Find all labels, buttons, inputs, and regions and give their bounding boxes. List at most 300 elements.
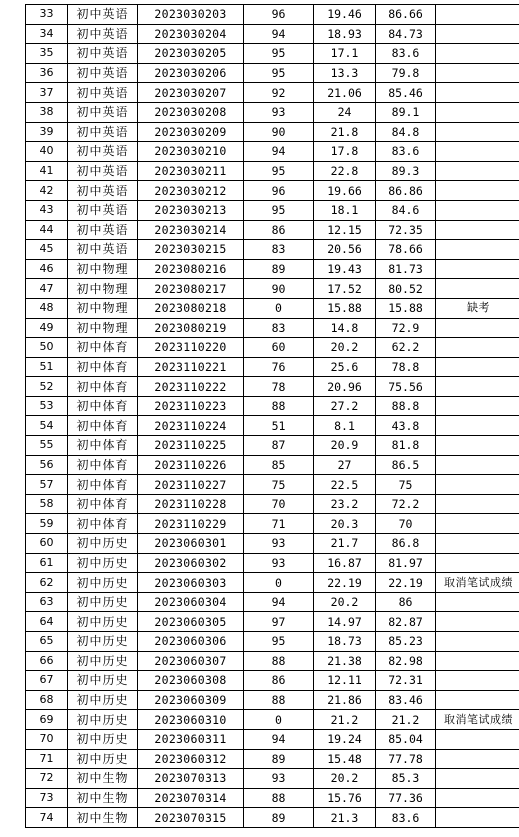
total-score-cell[interactable]: 86 — [376, 592, 436, 612]
row-number-cell[interactable]: 41 — [26, 161, 68, 181]
ticket-number-cell[interactable]: 2023110226 — [138, 455, 244, 475]
remark-cell[interactable] — [436, 612, 519, 632]
row-number-cell[interactable]: 54 — [26, 416, 68, 436]
remark-cell[interactable] — [436, 24, 519, 44]
second-score-cell[interactable]: 21.86 — [314, 690, 376, 710]
remark-cell[interactable] — [436, 592, 519, 612]
remark-cell[interactable] — [436, 416, 519, 436]
second-score-cell[interactable]: 21.38 — [314, 651, 376, 671]
subject-cell[interactable]: 初中英语 — [68, 5, 138, 25]
second-score-cell[interactable]: 16.87 — [314, 553, 376, 573]
total-score-cell[interactable]: 88.8 — [376, 396, 436, 416]
second-score-cell[interactable]: 21.8 — [314, 122, 376, 142]
second-score-cell[interactable]: 21.2 — [314, 710, 376, 730]
row-number-cell[interactable]: 46 — [26, 259, 68, 279]
row-number-cell[interactable]: 56 — [26, 455, 68, 475]
row-number-cell[interactable]: 68 — [26, 690, 68, 710]
remark-cell[interactable] — [436, 220, 519, 240]
row-number-cell[interactable]: 52 — [26, 377, 68, 397]
ticket-number-cell[interactable]: 2023070314 — [138, 788, 244, 808]
ticket-number-cell[interactable]: 2023110229 — [138, 514, 244, 534]
subject-cell[interactable]: 初中体育 — [68, 338, 138, 358]
subject-cell[interactable]: 初中历史 — [68, 612, 138, 632]
remark-cell[interactable] — [436, 279, 519, 299]
second-score-cell[interactable]: 21.3 — [314, 808, 376, 828]
remark-cell[interactable] — [436, 63, 519, 83]
row-number-cell[interactable]: 47 — [26, 279, 68, 299]
row-number-cell[interactable]: 35 — [26, 44, 68, 64]
ticket-number-cell[interactable]: 2023060305 — [138, 612, 244, 632]
total-score-cell[interactable]: 78.8 — [376, 357, 436, 377]
second-score-cell[interactable]: 25.6 — [314, 357, 376, 377]
ticket-number-cell[interactable]: 2023030209 — [138, 122, 244, 142]
remark-cell[interactable] — [436, 142, 519, 162]
subject-cell[interactable]: 初中英语 — [68, 142, 138, 162]
second-score-cell[interactable]: 22.8 — [314, 161, 376, 181]
remark-cell[interactable] — [436, 83, 519, 103]
ticket-number-cell[interactable]: 2023110221 — [138, 357, 244, 377]
ticket-number-cell[interactable]: 2023060302 — [138, 553, 244, 573]
remark-cell[interactable] — [436, 729, 519, 749]
ticket-number-cell[interactable]: 2023110228 — [138, 494, 244, 514]
subject-cell[interactable]: 初中体育 — [68, 436, 138, 456]
total-score-cell[interactable]: 15.88 — [376, 298, 436, 318]
remark-cell[interactable] — [436, 494, 519, 514]
remark-cell[interactable] — [436, 357, 519, 377]
total-score-cell[interactable]: 72.9 — [376, 318, 436, 338]
row-number-cell[interactable]: 71 — [26, 749, 68, 769]
remark-cell[interactable] — [436, 436, 519, 456]
written-score-cell[interactable]: 92 — [244, 83, 314, 103]
total-score-cell[interactable]: 21.2 — [376, 710, 436, 730]
subject-cell[interactable]: 初中英语 — [68, 44, 138, 64]
written-score-cell[interactable]: 88 — [244, 651, 314, 671]
ticket-number-cell[interactable]: 2023080217 — [138, 279, 244, 299]
written-score-cell[interactable]: 0 — [244, 298, 314, 318]
second-score-cell[interactable]: 20.9 — [314, 436, 376, 456]
subject-cell[interactable]: 初中历史 — [68, 573, 138, 593]
written-score-cell[interactable]: 87 — [244, 436, 314, 456]
written-score-cell[interactable]: 85 — [244, 455, 314, 475]
row-number-cell[interactable]: 36 — [26, 63, 68, 83]
remark-cell[interactable] — [436, 455, 519, 475]
ticket-number-cell[interactable]: 2023080218 — [138, 298, 244, 318]
second-score-cell[interactable]: 12.15 — [314, 220, 376, 240]
second-score-cell[interactable]: 18.1 — [314, 200, 376, 220]
total-score-cell[interactable]: 22.19 — [376, 573, 436, 593]
written-score-cell[interactable]: 90 — [244, 279, 314, 299]
row-number-cell[interactable]: 69 — [26, 710, 68, 730]
ticket-number-cell[interactable]: 2023070313 — [138, 769, 244, 789]
remark-cell[interactable] — [436, 808, 519, 828]
second-score-cell[interactable]: 20.56 — [314, 240, 376, 260]
second-score-cell[interactable]: 14.97 — [314, 612, 376, 632]
written-score-cell[interactable]: 88 — [244, 788, 314, 808]
written-score-cell[interactable]: 76 — [244, 357, 314, 377]
remark-cell[interactable] — [436, 651, 519, 671]
subject-cell[interactable]: 初中历史 — [68, 651, 138, 671]
second-score-cell[interactable]: 21.06 — [314, 83, 376, 103]
total-score-cell[interactable]: 89.1 — [376, 102, 436, 122]
second-score-cell[interactable]: 21.7 — [314, 534, 376, 554]
remark-cell[interactable] — [436, 338, 519, 358]
subject-cell[interactable]: 初中历史 — [68, 671, 138, 691]
written-score-cell[interactable]: 0 — [244, 573, 314, 593]
total-score-cell[interactable]: 81.73 — [376, 259, 436, 279]
ticket-number-cell[interactable]: 2023060307 — [138, 651, 244, 671]
second-score-cell[interactable]: 20.2 — [314, 769, 376, 789]
second-score-cell[interactable]: 15.76 — [314, 788, 376, 808]
written-score-cell[interactable]: 94 — [244, 592, 314, 612]
subject-cell[interactable]: 初中体育 — [68, 396, 138, 416]
written-score-cell[interactable]: 86 — [244, 671, 314, 691]
total-score-cell[interactable]: 62.2 — [376, 338, 436, 358]
subject-cell[interactable]: 初中生物 — [68, 788, 138, 808]
total-score-cell[interactable]: 83.6 — [376, 44, 436, 64]
total-score-cell[interactable]: 80.52 — [376, 279, 436, 299]
ticket-number-cell[interactable]: 2023060308 — [138, 671, 244, 691]
subject-cell[interactable]: 初中体育 — [68, 494, 138, 514]
written-score-cell[interactable]: 90 — [244, 122, 314, 142]
ticket-number-cell[interactable]: 2023030214 — [138, 220, 244, 240]
row-number-cell[interactable]: 38 — [26, 102, 68, 122]
ticket-number-cell[interactable]: 2023030211 — [138, 161, 244, 181]
ticket-number-cell[interactable]: 2023110225 — [138, 436, 244, 456]
total-score-cell[interactable]: 86.5 — [376, 455, 436, 475]
table-row — [26, 240, 519, 260]
table-row — [26, 632, 519, 652]
ticket-number-cell[interactable]: 2023110224 — [138, 416, 244, 436]
row-number-cell[interactable]: 45 — [26, 240, 68, 260]
row-number-cell[interactable]: 66 — [26, 651, 68, 671]
subject-cell[interactable]: 初中英语 — [68, 102, 138, 122]
ticket-number-cell[interactable]: 2023110227 — [138, 475, 244, 495]
written-score-cell[interactable]: 95 — [244, 632, 314, 652]
written-score-cell[interactable]: 78 — [244, 377, 314, 397]
second-score-cell[interactable]: 22.5 — [314, 475, 376, 495]
second-score-cell[interactable]: 12.11 — [314, 671, 376, 691]
table-row — [26, 24, 519, 44]
ticket-number-cell[interactable]: 2023030213 — [138, 200, 244, 220]
row-number-cell[interactable]: 50 — [26, 338, 68, 358]
subject-cell[interactable]: 初中历史 — [68, 749, 138, 769]
total-score-cell[interactable]: 70 — [376, 514, 436, 534]
remark-cell[interactable] — [436, 553, 519, 573]
total-score-cell[interactable]: 89.3 — [376, 161, 436, 181]
remark-cell[interactable] — [436, 690, 519, 710]
subject-cell[interactable]: 初中物理 — [68, 298, 138, 318]
written-score-cell[interactable]: 95 — [244, 161, 314, 181]
second-score-cell[interactable]: 19.46 — [314, 5, 376, 25]
written-score-cell[interactable]: 83 — [244, 240, 314, 260]
remark-cell[interactable] — [436, 788, 519, 808]
total-score-cell[interactable]: 83.6 — [376, 142, 436, 162]
subject-cell[interactable]: 初中历史 — [68, 710, 138, 730]
written-score-cell[interactable]: 60 — [244, 338, 314, 358]
subject-cell[interactable]: 初中历史 — [68, 729, 138, 749]
total-score-cell[interactable]: 79.8 — [376, 63, 436, 83]
second-score-cell[interactable]: 17.1 — [314, 44, 376, 64]
ticket-number-cell[interactable]: 2023030215 — [138, 240, 244, 260]
row-number-cell[interactable]: 74 — [26, 808, 68, 828]
written-score-cell[interactable]: 93 — [244, 534, 314, 554]
total-score-cell[interactable]: 72.35 — [376, 220, 436, 240]
second-score-cell[interactable]: 19.24 — [314, 729, 376, 749]
row-number-cell[interactable]: 48 — [26, 298, 68, 318]
ticket-number-cell[interactable]: 2023030205 — [138, 44, 244, 64]
row-number-cell[interactable]: 34 — [26, 24, 68, 44]
written-score-cell[interactable]: 95 — [244, 44, 314, 64]
remark-cell[interactable] — [436, 240, 519, 260]
written-score-cell[interactable]: 70 — [244, 494, 314, 514]
subject-cell[interactable]: 初中体育 — [68, 357, 138, 377]
remark-cell[interactable] — [436, 181, 519, 201]
subject-cell[interactable]: 初中英语 — [68, 200, 138, 220]
row-number-cell[interactable]: 58 — [26, 494, 68, 514]
second-score-cell[interactable]: 13.3 — [314, 63, 376, 83]
subject-cell[interactable]: 初中体育 — [68, 514, 138, 534]
written-score-cell[interactable]: 94 — [244, 729, 314, 749]
subject-cell[interactable]: 初中历史 — [68, 632, 138, 652]
total-score-cell[interactable]: 81.8 — [376, 436, 436, 456]
subject-cell[interactable]: 初中物理 — [68, 318, 138, 338]
remark-cell[interactable] — [436, 122, 519, 142]
total-score-cell[interactable]: 84.8 — [376, 122, 436, 142]
written-score-cell[interactable]: 93 — [244, 553, 314, 573]
remark-cell[interactable] — [436, 44, 519, 64]
written-score-cell[interactable]: 86 — [244, 220, 314, 240]
table-row — [26, 788, 519, 808]
row-number-cell[interactable]: 43 — [26, 200, 68, 220]
total-score-cell[interactable]: 81.97 — [376, 553, 436, 573]
total-score-cell[interactable]: 83.46 — [376, 690, 436, 710]
remark-cell[interactable] — [436, 671, 519, 691]
second-score-cell[interactable]: 22.19 — [314, 573, 376, 593]
written-score-cell[interactable]: 96 — [244, 5, 314, 25]
row-number-cell[interactable]: 33 — [26, 5, 68, 25]
row-number-cell[interactable]: 53 — [26, 396, 68, 416]
second-score-cell[interactable]: 19.43 — [314, 259, 376, 279]
ticket-number-cell[interactable]: 2023060306 — [138, 632, 244, 652]
total-score-cell[interactable]: 85.23 — [376, 632, 436, 652]
second-score-cell[interactable]: 20.96 — [314, 377, 376, 397]
ticket-number-cell[interactable]: 2023030206 — [138, 63, 244, 83]
total-score-cell[interactable]: 77.78 — [376, 749, 436, 769]
total-score-cell[interactable]: 72.31 — [376, 671, 436, 691]
ticket-number-cell[interactable]: 2023060303 — [138, 573, 244, 593]
remark-cell[interactable] — [436, 200, 519, 220]
second-score-cell[interactable]: 15.88 — [314, 298, 376, 318]
total-score-cell[interactable]: 86.8 — [376, 534, 436, 554]
second-score-cell[interactable]: 18.93 — [314, 24, 376, 44]
subject-cell[interactable]: 初中体育 — [68, 455, 138, 475]
row-number-cell[interactable]: 64 — [26, 612, 68, 632]
remark-cell[interactable] — [436, 5, 519, 25]
remark-cell[interactable] — [436, 769, 519, 789]
subject-cell[interactable]: 初中英语 — [68, 83, 138, 103]
written-score-cell[interactable]: 93 — [244, 769, 314, 789]
subject-cell[interactable]: 初中历史 — [68, 690, 138, 710]
subject-cell[interactable]: 初中英语 — [68, 220, 138, 240]
total-score-cell[interactable]: 85.04 — [376, 729, 436, 749]
row-number-cell[interactable]: 59 — [26, 514, 68, 534]
ticket-number-cell[interactable]: 2023030203 — [138, 5, 244, 25]
total-score-cell[interactable]: 82.87 — [376, 612, 436, 632]
subject-cell[interactable]: 初中物理 — [68, 279, 138, 299]
written-score-cell[interactable]: 97 — [244, 612, 314, 632]
second-score-cell[interactable]: 20.2 — [314, 592, 376, 612]
remark-cell[interactable] — [436, 102, 519, 122]
subject-cell[interactable]: 初中英语 — [68, 240, 138, 260]
written-score-cell[interactable]: 88 — [244, 396, 314, 416]
remark-cell[interactable]: 缺考 — [436, 298, 519, 318]
written-score-cell[interactable]: 94 — [244, 24, 314, 44]
row-number-cell[interactable]: 72 — [26, 769, 68, 789]
row-number-cell[interactable]: 55 — [26, 436, 68, 456]
row-number-cell[interactable]: 57 — [26, 475, 68, 495]
subject-cell[interactable]: 初中英语 — [68, 181, 138, 201]
remark-cell[interactable] — [436, 161, 519, 181]
written-score-cell[interactable]: 0 — [244, 710, 314, 730]
subject-cell[interactable]: 初中生物 — [68, 769, 138, 789]
remark-cell[interactable] — [436, 259, 519, 279]
second-score-cell[interactable]: 23.2 — [314, 494, 376, 514]
second-score-cell[interactable]: 17.8 — [314, 142, 376, 162]
total-score-cell[interactable]: 86.66 — [376, 5, 436, 25]
row-number-cell[interactable]: 70 — [26, 729, 68, 749]
written-score-cell[interactable]: 89 — [244, 808, 314, 828]
ticket-number-cell[interactable]: 2023060310 — [138, 710, 244, 730]
written-score-cell[interactable]: 83 — [244, 318, 314, 338]
ticket-number-cell[interactable]: 2023060312 — [138, 749, 244, 769]
ticket-number-cell[interactable]: 2023070315 — [138, 808, 244, 828]
row-number-cell[interactable]: 60 — [26, 534, 68, 554]
remark-cell[interactable] — [436, 475, 519, 495]
subject-cell[interactable]: 初中英语 — [68, 63, 138, 83]
written-score-cell[interactable]: 95 — [244, 200, 314, 220]
total-score-cell[interactable]: 82.98 — [376, 651, 436, 671]
remark-cell[interactable] — [436, 749, 519, 769]
second-score-cell[interactable]: 27 — [314, 455, 376, 475]
ticket-number-cell[interactable]: 2023030204 — [138, 24, 244, 44]
row-number-cell[interactable]: 42 — [26, 181, 68, 201]
subject-cell[interactable]: 初中体育 — [68, 416, 138, 436]
row-number-cell[interactable]: 67 — [26, 671, 68, 691]
subject-cell[interactable]: 初中体育 — [68, 377, 138, 397]
remark-cell[interactable] — [436, 514, 519, 534]
total-score-cell[interactable]: 43.8 — [376, 416, 436, 436]
remark-cell[interactable] — [436, 534, 519, 554]
second-score-cell[interactable]: 15.48 — [314, 749, 376, 769]
total-score-cell[interactable]: 84.6 — [376, 200, 436, 220]
written-score-cell[interactable]: 71 — [244, 514, 314, 534]
remark-cell[interactable] — [436, 632, 519, 652]
written-score-cell[interactable]: 95 — [244, 63, 314, 83]
remark-cell[interactable] — [436, 377, 519, 397]
row-number-cell[interactable]: 73 — [26, 788, 68, 808]
row-number-cell[interactable]: 49 — [26, 318, 68, 338]
written-score-cell[interactable]: 94 — [244, 142, 314, 162]
second-score-cell[interactable]: 8.1 — [314, 416, 376, 436]
second-score-cell[interactable]: 18.73 — [314, 632, 376, 652]
subject-cell[interactable]: 初中英语 — [68, 161, 138, 181]
total-score-cell[interactable]: 75 — [376, 475, 436, 495]
ticket-number-cell[interactable]: 2023060309 — [138, 690, 244, 710]
second-score-cell[interactable]: 20.2 — [314, 338, 376, 358]
ticket-number-cell[interactable]: 2023030212 — [138, 181, 244, 201]
ticket-number-cell[interactable]: 2023080216 — [138, 259, 244, 279]
subject-cell[interactable]: 初中历史 — [68, 534, 138, 554]
remark-cell[interactable]: 取消笔试成绩 — [436, 710, 519, 730]
row-number-cell[interactable]: 61 — [26, 553, 68, 573]
total-score-cell[interactable]: 85.46 — [376, 83, 436, 103]
total-score-cell[interactable]: 72.2 — [376, 494, 436, 514]
subject-cell[interactable]: 初中历史 — [68, 592, 138, 612]
ticket-number-cell[interactable]: 2023030208 — [138, 102, 244, 122]
written-score-cell[interactable]: 75 — [244, 475, 314, 495]
subject-cell[interactable]: 初中生物 — [68, 808, 138, 828]
table-row — [26, 220, 519, 240]
written-score-cell[interactable]: 89 — [244, 259, 314, 279]
ticket-number-cell[interactable]: 2023110220 — [138, 338, 244, 358]
row-number-cell[interactable]: 44 — [26, 220, 68, 240]
subject-cell[interactable]: 初中历史 — [68, 553, 138, 573]
second-score-cell[interactable]: 14.8 — [314, 318, 376, 338]
table-row — [26, 338, 519, 358]
subject-cell[interactable]: 初中物理 — [68, 259, 138, 279]
ticket-number-cell[interactable]: 2023110223 — [138, 396, 244, 416]
total-score-cell[interactable]: 83.6 — [376, 808, 436, 828]
total-score-cell[interactable]: 84.73 — [376, 24, 436, 44]
total-score-cell[interactable]: 75.56 — [376, 377, 436, 397]
remark-cell[interactable] — [436, 318, 519, 338]
row-number-cell[interactable]: 65 — [26, 632, 68, 652]
written-score-cell[interactable]: 89 — [244, 749, 314, 769]
ticket-number-cell[interactable]: 2023080219 — [138, 318, 244, 338]
subject-cell[interactable]: 初中英语 — [68, 24, 138, 44]
second-score-cell[interactable]: 19.66 — [314, 181, 376, 201]
total-score-cell[interactable]: 86.86 — [376, 181, 436, 201]
row-number-cell[interactable]: 40 — [26, 142, 68, 162]
row-number-cell[interactable]: 63 — [26, 592, 68, 612]
written-score-cell[interactable]: 51 — [244, 416, 314, 436]
total-score-cell[interactable]: 78.66 — [376, 240, 436, 260]
total-score-cell[interactable]: 85.3 — [376, 769, 436, 789]
ticket-number-cell[interactable]: 2023060311 — [138, 729, 244, 749]
second-score-cell[interactable]: 17.52 — [314, 279, 376, 299]
row-number-cell[interactable]: 37 — [26, 83, 68, 103]
ticket-number-cell[interactable]: 2023060301 — [138, 534, 244, 554]
remark-cell[interactable]: 取消笔试成绩 — [436, 573, 519, 593]
ticket-number-cell[interactable]: 2023110222 — [138, 377, 244, 397]
row-number-cell[interactable]: 62 — [26, 573, 68, 593]
row-number-cell[interactable]: 39 — [26, 122, 68, 142]
written-score-cell[interactable]: 93 — [244, 102, 314, 122]
total-score-cell[interactable]: 77.36 — [376, 788, 436, 808]
subject-cell[interactable]: 初中英语 — [68, 122, 138, 142]
ticket-number-cell[interactable]: 2023030210 — [138, 142, 244, 162]
remark-cell[interactable] — [436, 396, 519, 416]
second-score-cell[interactable]: 24 — [314, 102, 376, 122]
subject-cell[interactable]: 初中体育 — [68, 475, 138, 495]
written-score-cell[interactable]: 88 — [244, 690, 314, 710]
ticket-number-cell[interactable]: 2023060304 — [138, 592, 244, 612]
ticket-number-cell[interactable]: 2023030207 — [138, 83, 244, 103]
second-score-cell[interactable]: 20.3 — [314, 514, 376, 534]
second-score-cell[interactable]: 27.2 — [314, 396, 376, 416]
written-score-cell[interactable]: 96 — [244, 181, 314, 201]
row-number-cell[interactable]: 51 — [26, 357, 68, 377]
